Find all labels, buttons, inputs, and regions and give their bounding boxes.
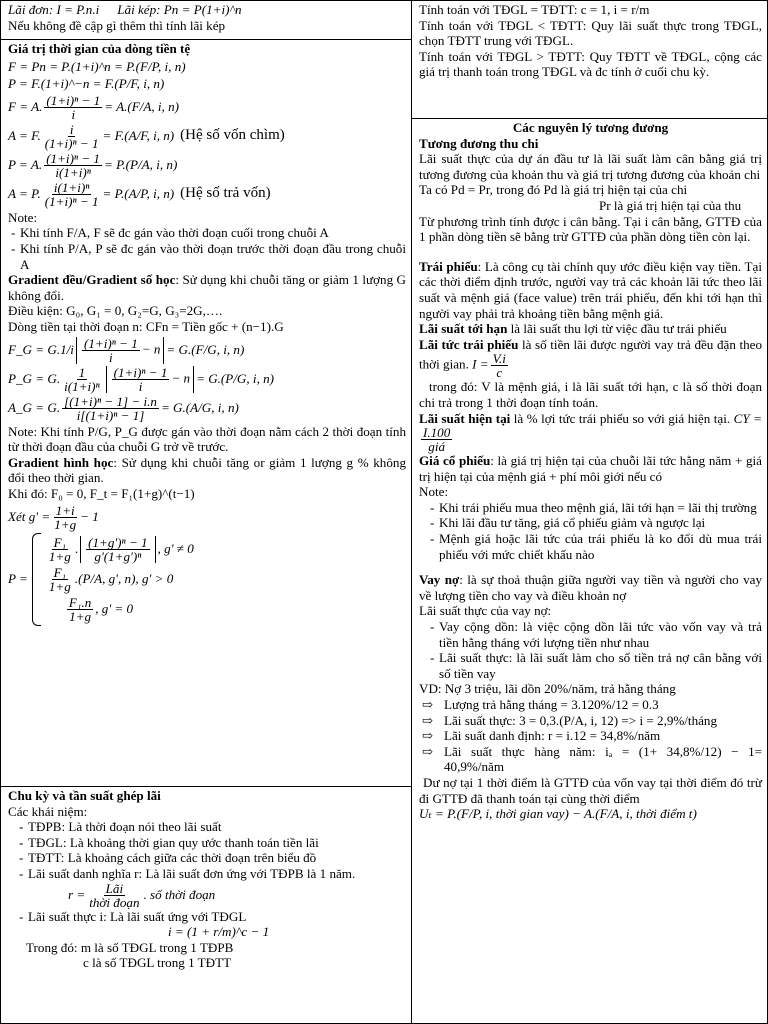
cy-text: là % lợi tức trái phiếu so với giá hiện tại. <box>510 410 731 426</box>
note-list <box>8 225 406 272</box>
coupon-fraction <box>491 352 508 379</box>
capital-recovery-note: (Hệ số trả vốn) <box>180 185 271 202</box>
pg-pre-num: 1 <box>78 364 86 380</box>
ytm-label: Lãi suất tới hạn <box>419 321 508 337</box>
gradient-heading: Gradient đều/Gradient số học <box>8 272 176 288</box>
case1-f-num: F₁ <box>53 534 67 550</box>
bond-note-item: - Mệnh giá hoặc lãi tức của trái phiếu là ko đổi dù mua trái phiếu với mức chiết khấu nào <box>439 531 762 562</box>
period-calc-cell <box>412 1 767 118</box>
fg-fraction <box>82 337 140 364</box>
formula-p-from-a <box>8 152 406 179</box>
coupon-label: Lãi tức trái phiếu <box>419 336 519 352</box>
equivalence-p4: Từ phương trình tính được i cân bằng. Tại i cân bằng, GTTĐ của 1 phần dòng tiền sẽ bằng trừ GTTĐ của phần dòng tiền còn lại. <box>419 213 762 245</box>
case2-f-num: F₁ <box>53 564 67 580</box>
pg-den: i <box>138 378 143 394</box>
example-item: ⇨ Lãi suất thực: 3 = 0,3.(P/A, i, 12) => i = 2,9%/tháng <box>444 713 762 729</box>
bond-text: : Là công cụ tài chính quy ước điều kiện vay tiền. Tại các thời điểm định trước, người vay trả các khoản lãi tức theo lãi suất và mệnh giá (face value) trên trái phiếu, đến khi tới hạn thì người vay phải trả khoảng tiền bằng mệnh giá. <box>419 258 762 321</box>
fg-lhs: F_G = G. <box>8 342 61 358</box>
example-list <box>419 697 762 775</box>
geometric-paragraph <box>8 455 406 486</box>
geometric-heading: Gradient hình học <box>8 454 114 470</box>
a-from-p-den: (1+i)ⁿ − 1 <box>44 193 99 209</box>
price-text: : là giá trị hiện tại của chuỗi lãi tức hằng năm + giá trị hiện tại của mệnh giá + phí môi giới nếu có <box>419 453 762 484</box>
fg-bracket <box>76 337 164 364</box>
equivalence-p1: Lãi suất thực của dự án đầu tư là lãi suất làm cân bằng giá trị tương đương của khoản thu và giá trị tương đương của khoản chi <box>419 151 762 182</box>
coupon-where: trong đó: V là mệnh giá, i là lãi suất tới hạn, c là số thời đoạn chi trả trong 1 thời đoạn tính toán. <box>419 379 762 410</box>
p-from-a-lhs: P = A. <box>8 157 43 173</box>
f-from-a-rhs: = A.(F/A, i, n) <box>104 99 179 115</box>
interest-formulas-cell <box>1 1 411 39</box>
geometric-when: Khi đó: F₀ = 0, F_t = F₁(1+g)^(t−1) <box>8 485 195 501</box>
piecewise-lines <box>45 533 194 626</box>
where-c: c là số TĐGL trong 1 TĐTT <box>83 955 232 971</box>
sinking-fund-note: (Hệ số vốn chìm) <box>180 127 285 144</box>
debt-paragraph <box>419 572 762 603</box>
case1-f-fraction <box>47 536 73 563</box>
formula-g-prime <box>8 504 406 531</box>
formula-a-from-p <box>8 181 406 208</box>
geometric-text: : Sử dụng khi chuỗi tăng or giảm 1 lượng g % không đổi theo thời gian. <box>8 454 406 486</box>
compounding-heading: Chu kỳ và tần suất ghép lãi <box>8 788 161 803</box>
f-from-a-den: i <box>71 106 76 122</box>
ytm-text: là lãi suất thu lợi từ việc đầu tư trái phiếu <box>507 321 727 337</box>
ag-den: i[(1+i)ⁿ − 1] <box>76 407 145 423</box>
interest-formulas-row <box>8 2 406 18</box>
bond-note-label: Note: <box>419 484 449 500</box>
pg-rhs: = G.(P/G, i, n) <box>196 371 275 387</box>
p-from-a-fraction <box>44 152 102 179</box>
concept-item: - TĐTT: Là khoảng cách giữa các thời đoạn trên biểu đồ <box>28 850 406 866</box>
cashflow-equivalence-heading: Tương đương thu chi <box>419 135 539 151</box>
note-item: - Khi tính P/A, P sẽ đc gán vào thời đoạn trước thời đoạn đầu trong chuỗi A <box>20 241 406 272</box>
equivalence-p3: Pr là giá trị hiện tại của thu <box>599 197 742 213</box>
nominal-rate-den: thời đoạn <box>89 894 140 910</box>
equivalence-p2: Ta có Pd = Pr, trong đó Pd là giá trị hiện tại của chi <box>419 182 688 198</box>
formula-a-from-f <box>8 123 406 150</box>
bond-note-list <box>419 500 762 562</box>
note-item: - Khi tính F/A, F sẽ đc gán vào thời đoạn cuối trong chuỗi A <box>20 225 406 241</box>
period-calc-greater: Tính toán với TĐGL > TĐTT: Quy TĐTT về TĐGL, cộng các giá trị thanh toán trong TĐGL và đc tính ở cuối chu kỳ. <box>419 48 762 80</box>
a-from-f-rhs: = F.(A/F, i, n) <box>102 128 175 144</box>
real-rate-formula: i = (1 + r/m)^c − 1 <box>168 924 270 940</box>
equivalence-cell <box>412 118 767 1023</box>
coupon-num: V.i <box>492 351 506 367</box>
p-from-a-rhs: = P.(P/A, i, n) <box>103 157 178 173</box>
piecewise-case-1: $\frac{\text{F₁}}{1+g}$ . $\frac{\text{(1+g')ⁿ − 1}}{\text{g'(1+g')ⁿ}}$ , g' ≠ 0 <box>48 534 194 564</box>
concept-item: - Lãi suất danh nghĩa r: Là lãi suất đơn ứng với TĐPB là 1 năm. <box>28 866 406 882</box>
pg-pre-den: i(1+i)ⁿ <box>64 378 100 394</box>
formula-f-from-p: F = Pn = P.(1+i)^n = P.(F/P, i, n) <box>8 58 186 74</box>
example-item: ⇨ Lãi suất danh định: r = i.12 = 34,8%/năm <box>444 728 762 744</box>
formula-fg <box>8 337 406 364</box>
ag-fraction <box>62 395 159 422</box>
compounding-cell <box>1 786 411 1023</box>
price-paragraph <box>419 453 762 484</box>
example-item: ⇨ Lãi suất thực hàng năm: iₐ = (1+ 34,8%/12) − 1= 40,9%/năm <box>444 744 762 775</box>
bond-note-item: - Khi trái phiếu mua theo mệnh giá, lãi tới hạn = lãi thị trường <box>439 500 762 516</box>
coupon-lhs: I = <box>472 356 489 372</box>
bond-paragraph <box>419 259 762 321</box>
f-from-a-lhs: F = A. <box>8 99 43 115</box>
formula-pg <box>8 366 406 393</box>
bond-label: Trái phiếu <box>419 258 478 274</box>
g-prime-fraction <box>52 504 78 531</box>
period-calc-less: Tính toán với TĐGL < TĐTT: Quy lãi suất thực trong TĐGL, chọn TĐTT trung với TĐGL. <box>419 17 762 49</box>
fg-tail: − n <box>141 341 161 357</box>
case1-num: (1+g')ⁿ − 1 <box>88 534 148 550</box>
formula-f-from-a <box>8 94 406 121</box>
default-compound-note: Nếu không đề cập gì thêm thì tính lãi kép <box>8 17 226 33</box>
cy-label: Lãi suất hiện tại <box>419 410 511 426</box>
example-line: VD: Nợ 3 triệu, lãi dồn 20%/năm, trả hằng tháng <box>419 681 676 697</box>
cy-paragraph <box>419 411 762 454</box>
outstanding-paragraph: Dư nợ tại 1 thời điểm là GTTĐ của vốn vay tại thời điểm đó trừ đi GTTĐ đã thanh toán tại cùng thời điểm <box>419 774 762 806</box>
cy-fraction <box>421 426 452 453</box>
compound-interest-formula: Lãi kép: Pn = P(1+i)^n <box>117 2 242 17</box>
g-prime-num: 1+i <box>55 502 75 518</box>
p-from-a-den: i(1+i)ⁿ <box>55 164 91 180</box>
debt-rate-label: Lãi suất thực của vay nợ: <box>419 603 552 619</box>
a-from-p-num: i(1+i)ⁿ <box>53 179 90 195</box>
case2-f-fraction <box>47 566 73 593</box>
nominal-rate-formula <box>8 882 406 909</box>
f-from-a-fraction <box>44 94 102 121</box>
gradient-text: : Sử dụng khi chuỗi tăng or giảm 1 lượng G không đổi. <box>8 272 406 303</box>
ag-num: [(1+i)ⁿ − 1] − i.n <box>64 393 157 409</box>
case1-f-den: 1+g <box>48 548 71 564</box>
time-value-heading: Giá trị thời gian của dòng tiền tệ <box>8 41 191 56</box>
case3-fraction <box>67 596 93 623</box>
cy-lhs: CY = <box>733 410 762 426</box>
where-m: Trong đó: m là số TĐGL trong 1 TĐPB <box>26 939 234 955</box>
a-from-p-fraction <box>43 181 101 208</box>
ag-rhs: = G.(A/G, i, n) <box>160 400 239 416</box>
pg-num: (1+i)ⁿ − 1 <box>113 364 168 380</box>
debt-item: - Lãi suất thực: là lãi suất làm cho số tiền trả nợ cân bằng với số tiền vay <box>439 650 762 681</box>
coupon-den: c <box>496 365 503 381</box>
case1-den: g'(1+g')ⁿ <box>94 548 142 564</box>
debt-list <box>419 619 762 681</box>
nominal-rate-lhs: r = <box>68 887 86 903</box>
debt-item: - Vay cộng dồn: là việc cộng dồn lãi tức vào vốn vay và trả tiền hằng tháng với lượng tiền như nhau <box>439 619 762 650</box>
piecewise-p <box>8 533 406 626</box>
fg-den: i <box>109 349 113 365</box>
pg-tail: − n <box>171 370 191 386</box>
simple-interest-formula: Lãi đơn: I = P.n.i <box>8 2 100 17</box>
left-column <box>1 1 412 1023</box>
p-from-a-num: (1+i)ⁿ − 1 <box>46 150 100 166</box>
g-prime-den: 1+g <box>54 516 77 532</box>
gradient-paragraph <box>8 272 406 303</box>
formula-ag <box>8 395 406 422</box>
nominal-rate-tail: . số thời đoạn <box>143 887 216 903</box>
time-value-cell <box>1 39 411 786</box>
fg-pre: 1/i <box>60 342 74 358</box>
a-from-f-fraction <box>43 123 101 150</box>
ag-lhs: A_G = G. <box>8 400 61 416</box>
fg-rhs: = G.(F/G, i, n) <box>166 342 245 358</box>
piecewise-case-3 <box>45 596 194 623</box>
debt-label: Vay nợ <box>419 572 460 588</box>
piecewise-lhs: P = <box>8 571 28 587</box>
case1-bracket <box>80 536 156 563</box>
real-rate-item: - Lãi suất thực i: Là lãi suất ứng với TĐGL <box>28 909 406 925</box>
f-from-a-num: (1+i)ⁿ − 1 <box>46 92 101 108</box>
price-label: Giá cổ phiếu <box>419 453 491 469</box>
equivalence-title: Các nguyên lý tương đương <box>512 120 669 135</box>
pg-pre-fraction <box>62 366 102 393</box>
outstanding-formula: Uₜ = P.(F/P, i, thời gian vay) − A.(F/A, i, thời điểm t) <box>419 806 697 822</box>
nominal-rate-fraction <box>87 882 141 909</box>
g-prime-tail: − 1 <box>80 509 99 525</box>
coupon-paragraph <box>419 337 762 380</box>
a-from-f-den: (1+i)ⁿ − 1 <box>44 135 99 151</box>
pg-fraction <box>112 366 170 393</box>
concepts-label: Các khái niệm: <box>8 803 88 819</box>
case3-num: F₁.n <box>68 594 92 610</box>
ytm-paragraph <box>419 321 762 337</box>
pg-lhs: P_G = G. <box>8 371 61 387</box>
a-from-p-lhs: A = P. <box>8 186 41 202</box>
g-prime-lhs: Xét g' = <box>8 509 51 525</box>
bond-note-item: - Khi lãi đầu tư tăng, giá cổ phiếu giảm và ngược lại <box>439 515 762 531</box>
a-from-f-num: i <box>69 121 74 137</box>
debt-text: : là sự thoả thuận giữa người vay tiền và người cho vay về lượng tiền cho vay và điều khoản nợ <box>419 572 762 603</box>
right-column <box>412 1 767 1023</box>
case1-fraction <box>86 536 150 563</box>
piecewise-case-2 <box>45 566 194 593</box>
case2-f-den: 1+g <box>48 578 71 594</box>
cy-den: giá <box>428 439 445 455</box>
case1-condition: , g' ≠ 0 <box>157 541 194 557</box>
concepts-list <box>8 819 406 881</box>
fg-num: (1+i)ⁿ − 1 <box>83 335 138 351</box>
cy-num: I.100 <box>423 425 451 441</box>
nominal-rate-num: Lãi <box>105 880 124 896</box>
real-rate-list <box>8 909 406 925</box>
note-label: Note: <box>8 209 38 225</box>
piecewise-brace <box>32 533 41 626</box>
gradient-cash-flow: Dòng tiền tại thời đoạn n: CFn = Tiền gốc + (n−1).G <box>8 318 284 334</box>
formula-p-from-f: P = F.(1+i)^−n = F.(P/F, i, n) <box>8 76 165 92</box>
a-from-p-rhs: = P.(A/P, i, n) <box>102 186 175 202</box>
example-item: ⇨ Lượng trả hằng tháng = 3.120%/12 = 0.3 <box>444 697 762 713</box>
concept-item: - TĐPB: Là thời đoạn nói theo lãi suất <box>28 819 406 835</box>
gradient-condition: Điều kiện: G₀, G₁ = 0, G₂=G, G₃=2G,…. <box>8 303 223 319</box>
a-from-f-lhs: A = F. <box>8 128 41 144</box>
gradient-note: Note: Khi tính P/G, P_G được gán vào thời đoạn nằm cách 2 thời đoạn tính từ thời đoạn đầu của chuỗi G trở về trước. <box>8 423 406 455</box>
case3-condition: , g' = 0 <box>95 601 134 617</box>
pg-bracket <box>106 366 194 393</box>
concept-item: - TĐGL: Là khoảng thời gian quy ước thanh toán tiền lãi <box>28 835 406 851</box>
case2-expression: .(P/A, g', n), g' > 0 <box>74 571 174 587</box>
coupon-text: là số tiền lãi được người vay trả đều đặn theo thời gian. <box>419 336 763 372</box>
period-calc-equal: Tính toán với TĐGL = TĐTT: c = 1, i = r/m <box>419 2 650 17</box>
case3-den: 1+g <box>69 608 92 624</box>
